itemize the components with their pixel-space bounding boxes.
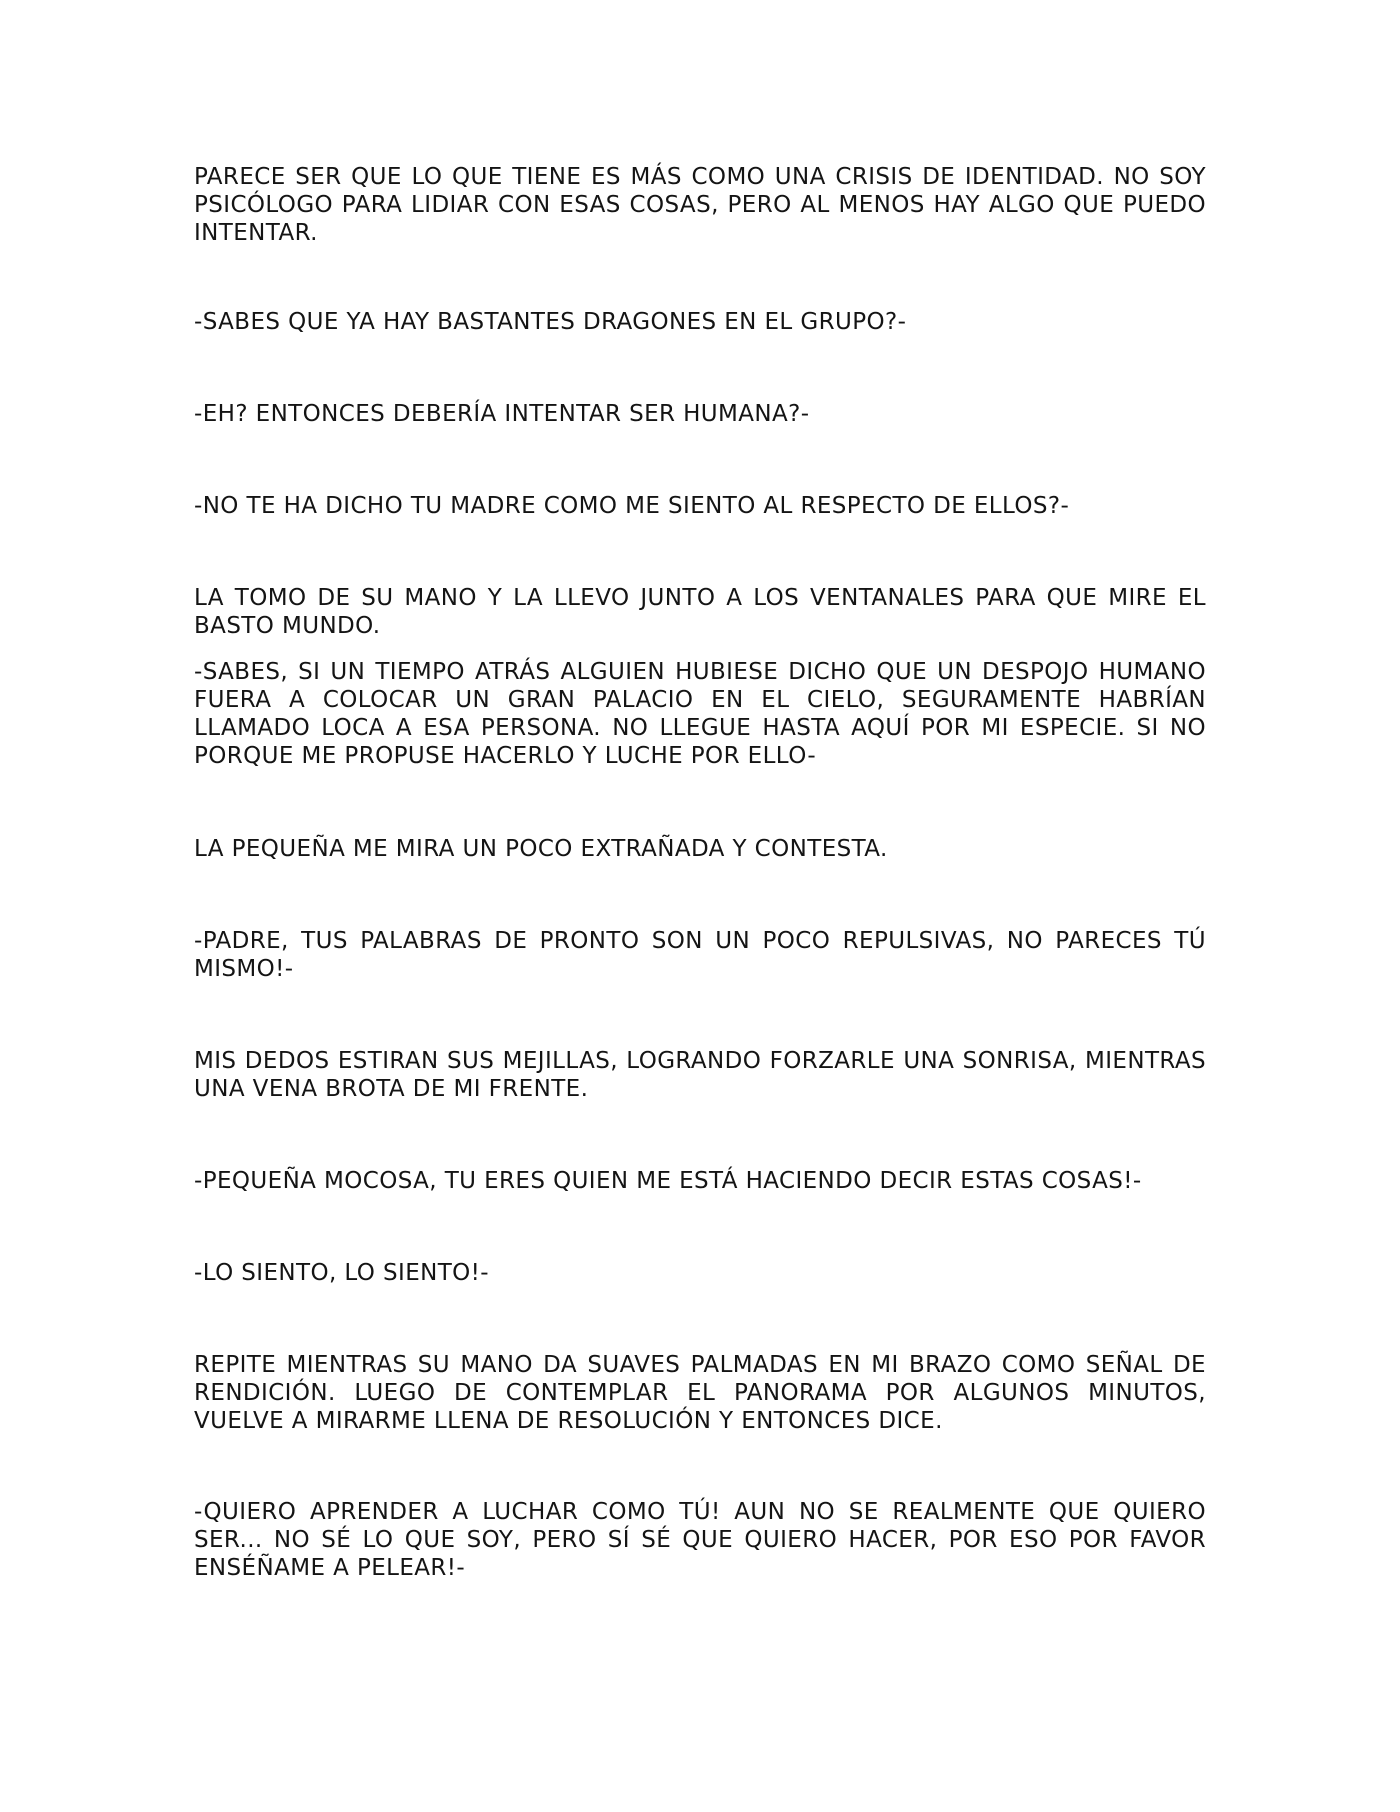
paragraph-to-the-windows: LA TOMO DE SU MANO Y LA LLEVO JUNTO A LOS VENTANALES PARA QUE MIRE EL BASTO MUNDO. <box>194 585 1206 639</box>
paragraph-surrender-pats: REPITE MIENTRAS SU MANO DA SUAVES PALMADAS EN MI BRAZO COMO SEÑAL DE RENDICIÓN. LUEGO DE CONTEMPLAR EL PANORAMA POR ALGUNOS MINUTOS, VUELVE A MIRARME LLENA DE RESOLUCIÓN Y ENTONCES DICE. <box>194 1352 1206 1434</box>
dialogue-palace-in-the-sky: -SABES, SI UN TIEMPO ATRÁS ALGUIEN HUBIESE DICHO QUE UN DESPOJO HUMANO FUERA A COLOCAR UN GRAN PALACIO EN EL CIELO, SEGURAMENTE HABRÍAN LLAMADO LOCA A ESA PERSONA. NO LLEGUE HASTA AQUÍ POR MI ESPECIE. SI NO PORQUE ME PROPUSE HACERLO Y LUCHE POR ELLO- <box>194 659 1206 769</box>
paragraph-stretch-cheeks: MIS DEDOS ESTIRAN SUS MEJILLAS, LOGRANDO FORZARLE UNA SONRISA, MIENTRAS UNA VENA BROTA DE MI FRENTE. <box>194 1048 1206 1102</box>
paragraph-identity-crisis: PARECE SER QUE LO QUE TIENE ES MÁS COMO UNA CRISIS DE IDENTIDAD. NO SOY PSICÓLOGO PARA LIDIAR CON ESAS COSAS, PERO AL MENOS HAY ALGO QUE PUEDO INTENTAR. <box>194 164 1206 246</box>
dialogue-dragons-in-group: -SABES QUE YA HAY BASTANTES DRAGONES EN EL GRUPO?- <box>194 309 907 335</box>
dialogue-im-sorry: -LO SIENTO, LO SIENTO!- <box>194 1260 490 1286</box>
paragraph-little-one-answers: LA PEQUEÑA ME MIRA UN POCO EXTRAÑADA Y CONTESTA. <box>194 836 888 862</box>
dialogue-mother-told-you: -NO TE HA DICHO TU MADRE COMO ME SIENTO AL RESPECTO DE ELLOS?- <box>194 493 1070 519</box>
dialogue-father-repulsive: -PADRE, TUS PALABRAS DE PRONTO SON UN POCO REPULSIVAS, NO PARECES TÚ MISMO!- <box>194 928 1206 982</box>
dialogue-try-being-human: -EH? ENTONCES DEBERÍA INTENTAR SER HUMANA?- <box>194 401 810 427</box>
dialogue-teach-me-to-fight: -QUIERO APRENDER A LUCHAR COMO TÚ! AUN NO SE REALMENTE QUE QUIERO SER... NO SÉ LO QUE SOY, PERO SÍ SÉ QUE QUIERO HACER, POR ESO POR FAVOR ENSÉÑAME A PELEAR!- <box>194 1499 1206 1581</box>
dialogue-little-brat: -PEQUEÑA MOCOSA, TU ERES QUIEN ME ESTÁ HACIENDO DECIR ESTAS COSAS!- <box>194 1168 1142 1194</box>
